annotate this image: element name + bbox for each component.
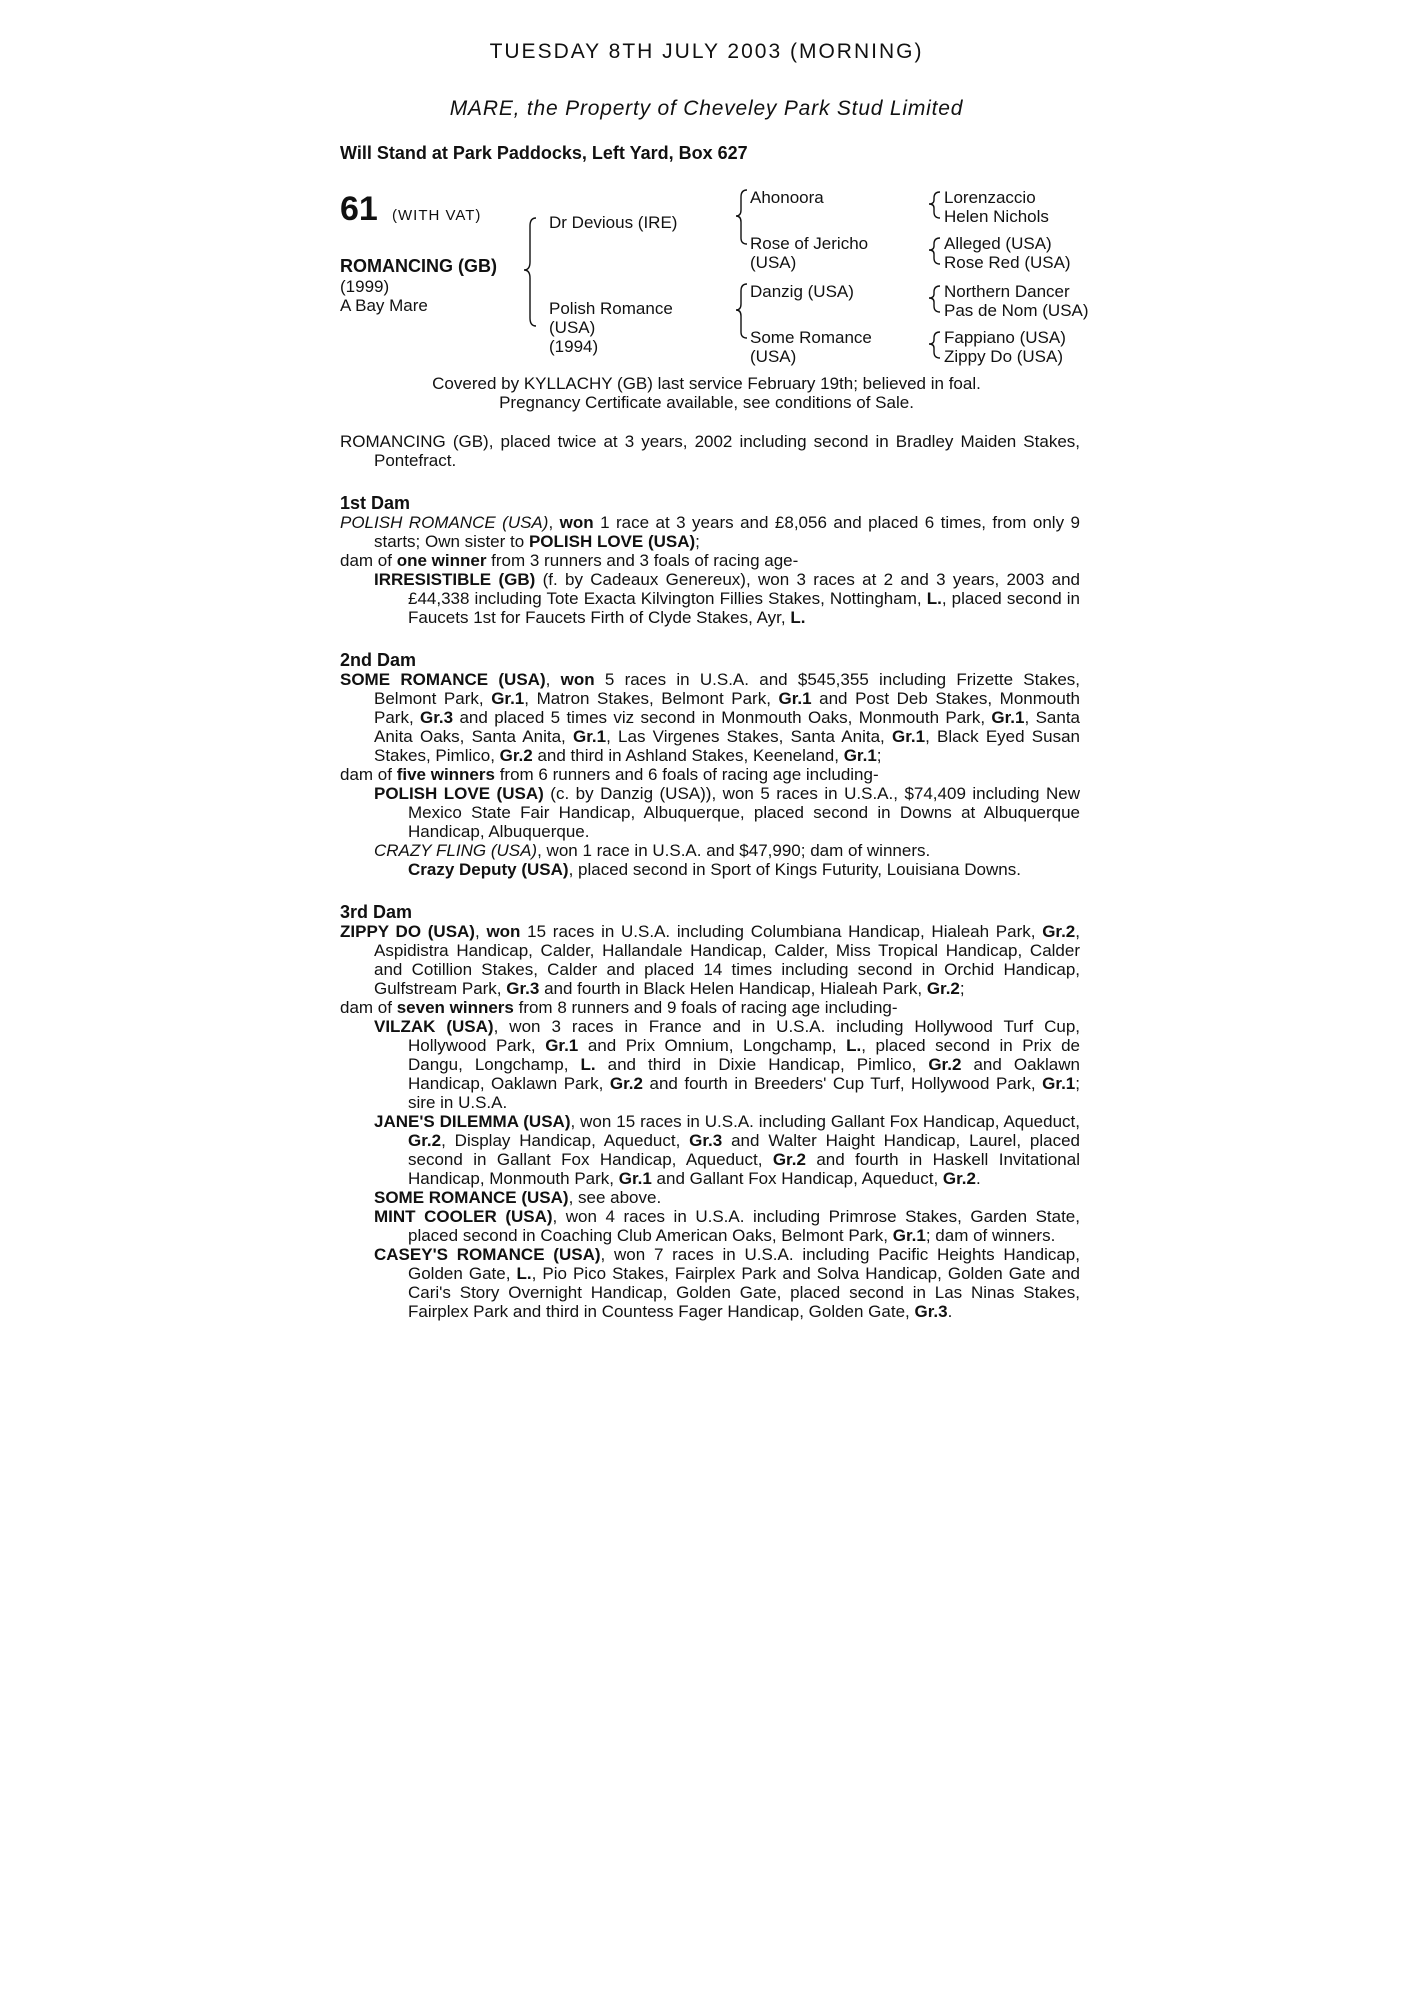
second-dam-name: SOME ROMANCE (USA) — [340, 670, 546, 689]
record-text: ; — [695, 532, 700, 551]
grade-label: Gr.2 — [942, 1169, 976, 1188]
record-text: , won 15 races in U.S.A. including Gallant Fox Handicap, Aqueduct, — [570, 1112, 1080, 1131]
property-line: MARE, the Property of Cheveley Park Stud Limited — [449, 97, 964, 120]
pedigree-gen3-2 — [944, 234, 1071, 272]
third-dam-name: ZIPPY DO (USA) — [340, 922, 475, 941]
lot-number: 61 — [340, 190, 378, 228]
horse-description: A Bay Mare — [340, 296, 428, 315]
record-text: 5 races in U.S.A. and $545,355 including Frizette Stakes, Belmont Park, — [374, 670, 1081, 708]
own-sister-name: POLISH LOVE (USA) — [528, 532, 696, 551]
foal-name: VILZAK (USA) — [374, 1017, 494, 1036]
grade-label: Gr.2 — [928, 1055, 962, 1074]
pedigree-dam-line: (1994) — [549, 337, 599, 356]
foal-name: MINT COOLER (USA) — [374, 1207, 553, 1226]
record-text: ; — [876, 746, 882, 765]
record-text: from 3 runners and 3 foals of racing age- — [486, 551, 799, 570]
foal-entry — [340, 570, 1080, 627]
first-dam-heading: 1st Dam — [340, 493, 411, 513]
record-text: and third in Ashland Stakes, Keeneland, — [532, 746, 844, 765]
second-dam-record: SOME ROMANCE (USA), won 5 races in U.S.A. and $545,355 including Frizette Stakes, Belmont Park, Gr.1, Matron Stakes, Belmont Park, Gr.1 and Post Deb Stakes, Monmouth Park, Gr.3 and placed 5 times viz second in Monmouth Oaks, Monmouth Park, Gr.1, Santa Anita Oaks, Santa Anita, Gr.1, Las Virgenes Stakes, Santa Anita, Gr.1, Black Eyed Susan Stakes, Pimlico, Gr.2 and third in Ashland Stakes, Keeneland, Gr.1; — [340, 670, 1081, 765]
record-text: and Prix Omnium, Longchamp, — [578, 1036, 847, 1055]
first-dam-produce — [340, 551, 1080, 570]
grade-label: Gr.1 — [843, 746, 877, 765]
record-text: from 6 runners and 6 foals of racing age including- — [494, 765, 879, 784]
record-text: ; — [959, 979, 965, 998]
pedigree-braces — [0, 0, 1413, 380]
record-text: (c. by Danzig (USA)), won 5 races in U.S.A., $74,409 including New Mexico State Fair Handicap, Albuquerque, placed second in Downs at Albuquerque Handicap, Albuquerque. — [408, 784, 1080, 841]
grade-label: Gr.1 — [892, 727, 926, 746]
grade-label: Gr.2 — [408, 1131, 442, 1150]
covered-line: Pregnancy Certificate available, see conditions of Sale. — [499, 393, 914, 412]
foal-entry — [340, 841, 1080, 860]
record-text: and placed 5 times viz second in Monmouth Oaks, Monmouth Park, — [453, 708, 992, 727]
pedigree-gen3-line: Pas de Nom (USA) — [944, 301, 1089, 320]
record-text: and fourth in Breeders' Cup Turf, Hollywood Park, — [643, 1074, 1043, 1093]
dam-of-label: dam of — [340, 998, 397, 1017]
second-dam-heading: 2nd Dam — [340, 650, 417, 670]
foal-name: IRRESISTIBLE (GB) — [374, 570, 536, 589]
pedigree-gen2-line: Ahonoora — [750, 188, 824, 207]
pedigree-gen2-2 — [750, 234, 868, 272]
listed-label: L. — [790, 608, 806, 627]
record-text: , won 7 races in U.S.A. including Pacific Heights Handicap, Golden Gate, — [408, 1245, 1080, 1283]
grade-label: Gr.1 — [491, 689, 525, 708]
pedigree-gen3-line: Lorenzaccio — [944, 188, 1036, 207]
pedigree-gen3-1 — [944, 188, 1049, 226]
listed-label: L. — [516, 1264, 532, 1283]
foal-entry — [340, 1188, 1080, 1207]
pedigree-gen2-line: (USA) — [750, 253, 797, 272]
foal-entry — [340, 784, 1080, 841]
sale-date-header: TUESDAY 8TH JULY 2003 (MORNING) — [489, 40, 924, 63]
record-text: , placed second in Faucets 1st for Faucets Firth of Clyde Stakes, Ayr, — [408, 589, 1080, 627]
foal-name: Crazy Deputy (USA) — [408, 860, 569, 879]
grade-label: Gr.2 — [772, 1150, 806, 1169]
record-text: , Pio Pico Stakes, Fairplex Park and Solva Handicap, Golden Gate and Cari's Story Overnight Handicap, Golden Gate, placed second in Las Ninas Stakes, Fairplex Park and third in Countess Fager Handicap, Golden Gate, — [408, 1264, 1081, 1321]
grade-label: Gr.1 — [573, 727, 607, 746]
grade-label: Gr.2 — [499, 746, 533, 765]
listed-label: L. — [846, 1036, 862, 1055]
horse-year: (1999) — [340, 277, 390, 296]
record-text: (f. by Cadeaux Genereux), won 3 races at 2 and 3 years, 2003 and £44,338 including Tote Exacta Kilvington Fillies Stakes, Nottingham, — [408, 570, 1080, 608]
record-text: , Las Virgenes Stakes, Santa Anita, — [606, 727, 892, 746]
pedigree-gen3-line: Rose Red (USA) — [944, 253, 1071, 272]
record-text: and fourth in Haskell Invitational Handicap, Monmouth Park, — [408, 1150, 1080, 1188]
foal-entry — [340, 1245, 1080, 1321]
pedigree-gen3-line: Alleged (USA) — [944, 234, 1052, 253]
third-dam-heading: 3rd Dam — [340, 902, 413, 922]
won-label: won — [559, 513, 594, 532]
listed-label: L. — [926, 589, 942, 608]
pedigree-gen2-line: Some Romance — [750, 328, 872, 347]
produce-record — [340, 432, 1080, 1321]
winners-count: one winner — [396, 551, 487, 570]
won-label: won — [486, 922, 521, 941]
record-text: , Santa Anita Oaks, Santa Anita, — [374, 708, 1080, 746]
horse-intro: ROMANCING (GB), placed twice at 3 years, 2002 including second in Bradley Maiden Stakes, Pontefract. — [340, 432, 1080, 470]
record-text: and Gallant Fox Handicap, Aqueduct, — [651, 1169, 943, 1188]
record-text: and Post Deb Stakes, Monmouth Park, — [374, 689, 1080, 727]
pedigree-gen2-3 — [750, 282, 854, 301]
vat-note: (WITH VAT) — [392, 207, 482, 224]
grand-foal-entry — [340, 860, 1080, 879]
grade-label: Gr.1 — [991, 708, 1025, 727]
record-text: ; sire in U.S.A. — [408, 1074, 1080, 1112]
grade-label: Gr.3 — [506, 979, 540, 998]
pedigree-dam — [549, 299, 673, 356]
foal-name: JANE'S DILEMMA (USA) — [374, 1112, 571, 1131]
foal-entry — [340, 1112, 1080, 1188]
grade-label: Gr.2 — [609, 1074, 643, 1093]
pedigree-gen3-line: Fappiano (USA) — [944, 328, 1066, 347]
record-text: , Black Eyed Susan Stakes, Pimlico, — [374, 727, 1080, 765]
pedigree-gen3-4 — [944, 328, 1066, 366]
record-text: ; dam of winners. — [925, 1226, 1056, 1245]
first-dam-name: POLISH ROMANCE (USA) — [340, 513, 549, 532]
pedigree-gen2-4 — [750, 328, 872, 366]
pedigree-gen2-1 — [750, 188, 824, 207]
record-text: from 8 runners and 9 foals of racing age including- — [513, 998, 898, 1017]
record-text: 15 races in U.S.A. including Columbiana Handicap, Hialeah Park, — [520, 922, 1043, 941]
pedigree-gen2-line: (USA) — [750, 347, 797, 366]
pedigree-gen2-line: Danzig (USA) — [750, 282, 854, 301]
pedigree-sire: Dr Devious (IRE) — [549, 213, 678, 232]
record-text: and Oaklawn Handicap, Oaklawn Park, — [408, 1055, 1080, 1093]
horse-name: ROMANCING (GB) — [340, 256, 497, 276]
grade-label: Gr.1 — [778, 689, 812, 708]
dam-of-label: dam of — [340, 765, 397, 784]
record-text: , see above. — [568, 1188, 662, 1207]
record-text: and fourth in Black Helen Handicap, Hialeah Park, — [539, 979, 927, 998]
pedigree-gen3-3 — [944, 282, 1089, 320]
record-text: , won 3 races in France and in U.S.A. including Hollywood Turf Cup, Hollywood Park, — [408, 1017, 1080, 1055]
grade-label: Gr.1 — [545, 1036, 579, 1055]
listed-label: L. — [580, 1055, 596, 1074]
winners-count: five winners — [396, 765, 495, 784]
third-dam-record: ZIPPY DO (USA), won 15 races in U.S.A. including Columbiana Handicap, Hialeah Park, Gr.2, Aspidistra Handicap, Calder, Hallandale Handicap, Calder, Miss Tropical Handicap, Calder and Cotillion Stakes, Calder and placed 14 times including second in Orchid Handicap, Gulfstream Park, Gr.3 and fourth in Black Helen Handicap, Hialeah Park, Gr.2; — [340, 922, 1081, 998]
record-text: , Display Handicap, Aqueduct, — [441, 1131, 690, 1150]
covered-note — [0, 374, 1413, 412]
grade-label: Gr.3 — [914, 1302, 948, 1321]
foal-name: SOME ROMANCE (USA) — [374, 1188, 569, 1207]
grade-label: Gr.2 — [1042, 922, 1076, 941]
foal-name: CRAZY FLING (USA) — [374, 841, 538, 860]
foal-name: POLISH LOVE (USA) — [374, 784, 544, 803]
record-text: and Walter Haight Handicap, Laurel, placed second in Gallant Fox Handicap, Aqueduct, — [408, 1131, 1080, 1169]
record-text: . — [975, 1169, 981, 1188]
dam-of-label: dam of — [340, 551, 397, 570]
record-text: , won 4 races in U.S.A. including Primrose Stakes, Garden State, placed second in Coaching Club American Oaks, Belmont Park, — [408, 1207, 1080, 1245]
grade-label: Gr.1 — [892, 1226, 926, 1245]
second-dam-produce — [340, 765, 1080, 784]
foal-entry — [340, 1017, 1080, 1112]
grade-label: Gr.1 — [618, 1169, 652, 1188]
grade-label: Gr.2 — [926, 979, 960, 998]
stand-location: Will Stand at Park Paddocks, Left Yard, Box 627 — [340, 143, 748, 163]
record-text: , placed second in Prix de Dangu, Longchamp, — [408, 1036, 1080, 1074]
record-text: . — [947, 1302, 953, 1321]
record-text: , placed second in Sport of Kings Futurity, Louisiana Downs. — [568, 860, 1021, 879]
first-dam-record: POLISH ROMANCE (USA), won 1 race at 3 years and £8,056 and placed 6 times, from only 9 starts; Own sister to POLISH LOVE (USA); — [340, 513, 1080, 551]
record-text: , won 1 race in U.S.A. and $47,990; dam of winners. — [537, 841, 931, 860]
third-dam-produce — [340, 998, 1080, 1017]
pedigree-gen3-line: Zippy Do (USA) — [944, 347, 1064, 366]
winners-count: seven winners — [396, 998, 514, 1017]
foal-name: CASEY'S ROMANCE (USA) — [374, 1245, 601, 1264]
record-text: 1 race at 3 years and £8,056 and placed 6 times, from only 9 starts; Own sister to — [374, 513, 1080, 551]
pedigree-gen3-line: Helen Nichols — [944, 207, 1049, 226]
foal-entry — [340, 1207, 1080, 1245]
grade-label: Gr.3 — [420, 708, 454, 727]
won-label: won — [560, 670, 595, 689]
grade-label: Gr.1 — [1042, 1074, 1076, 1093]
pedigree-gen2-line: Rose of Jericho — [750, 234, 869, 253]
covered-line: Covered by KYLLACHY (GB) last service February 19th; believed in foal. — [432, 374, 981, 393]
pedigree-dam-line: Polish Romance — [549, 299, 673, 318]
pedigree-gen3-line: Northern Dancer — [944, 282, 1070, 301]
grade-label: Gr.3 — [689, 1131, 723, 1150]
record-text: and third in Dixie Handicap, Pimlico, — [595, 1055, 929, 1074]
pedigree-dam-line: (USA) — [549, 318, 596, 337]
record-text: , Aspidistra Handicap, Calder, Hallandale Handicap, Calder, Miss Tropical Handicap, Calder and Cotillion Stakes, Calder and placed 14 times including second in Orchid Handicap, Gulfstream Park, — [374, 922, 1081, 998]
record-text: , Matron Stakes, Belmont Park, — [524, 689, 779, 708]
